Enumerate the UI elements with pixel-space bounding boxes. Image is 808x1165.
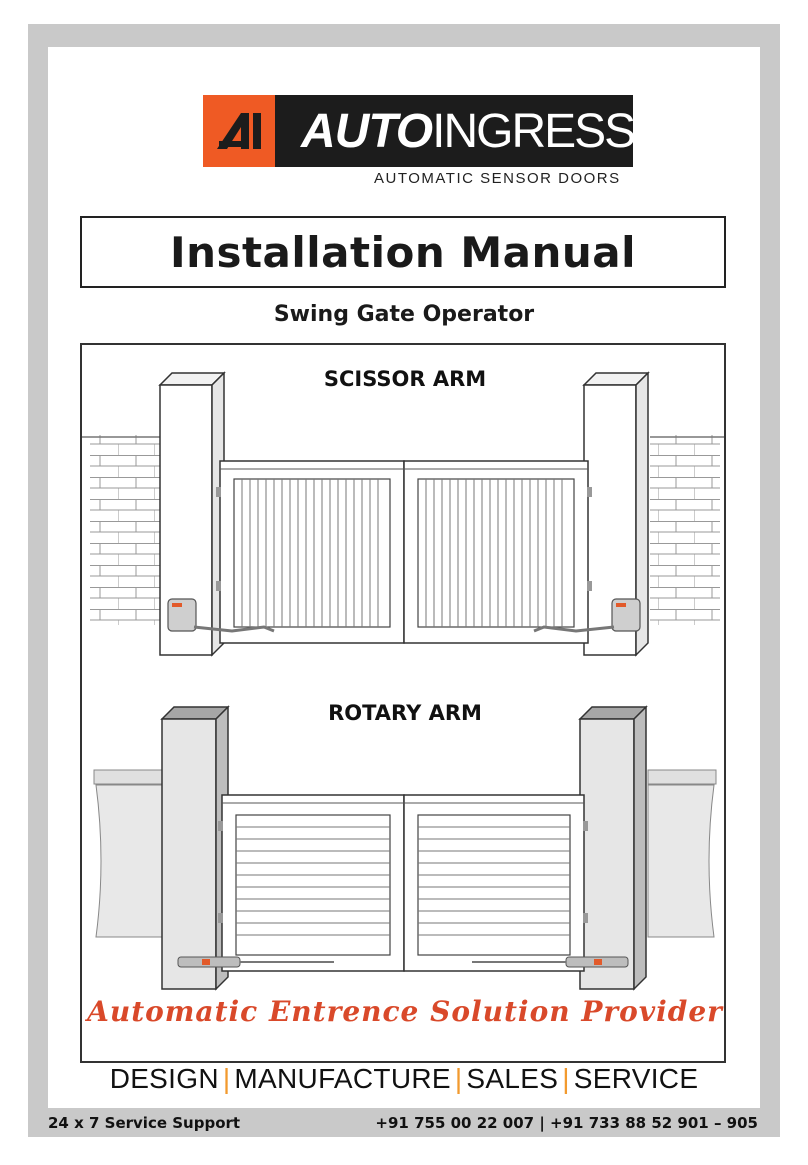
brand-logo — [203, 95, 633, 167]
logo-wordmark — [275, 95, 633, 167]
document-subtitle: Swing Gate Operator — [273, 302, 535, 327]
title-box — [80, 216, 726, 288]
document-title: Installation Manual — [169, 227, 637, 277]
services-line: DESIGN | MANUFACTURE | SALES | SERVICE — [109, 1063, 699, 1094]
service-design: DESIGN — [109, 1063, 219, 1094]
scissor-arm-label: SCISSOR ARM — [323, 367, 487, 391]
rotary-arm-scene — [94, 707, 716, 989]
scissor-arm-scene — [82, 373, 726, 655]
logo-mark-icon — [203, 95, 275, 167]
illustration-panel — [80, 343, 726, 1063]
service-manufacture: MANUFACTURE — [234, 1063, 451, 1094]
brand-tagline: AUTOMATIC SENSOR DOORS — [374, 170, 621, 187]
service-sales: SALES — [466, 1063, 559, 1094]
phone-numbers: +91 755 00 22 007 | +91 733 88 52 901 – 905 — [375, 1114, 758, 1132]
rotary-arm-label: ROTARY ARM — [328, 701, 482, 725]
logo-text: AUTOINGRESS — [301, 104, 635, 158]
service-service: SERVICE — [573, 1063, 699, 1094]
slogan: Automatic Entrence Solution Provider — [87, 995, 723, 1028]
service-support-text: 24 x 7 Service Support — [48, 1114, 241, 1132]
